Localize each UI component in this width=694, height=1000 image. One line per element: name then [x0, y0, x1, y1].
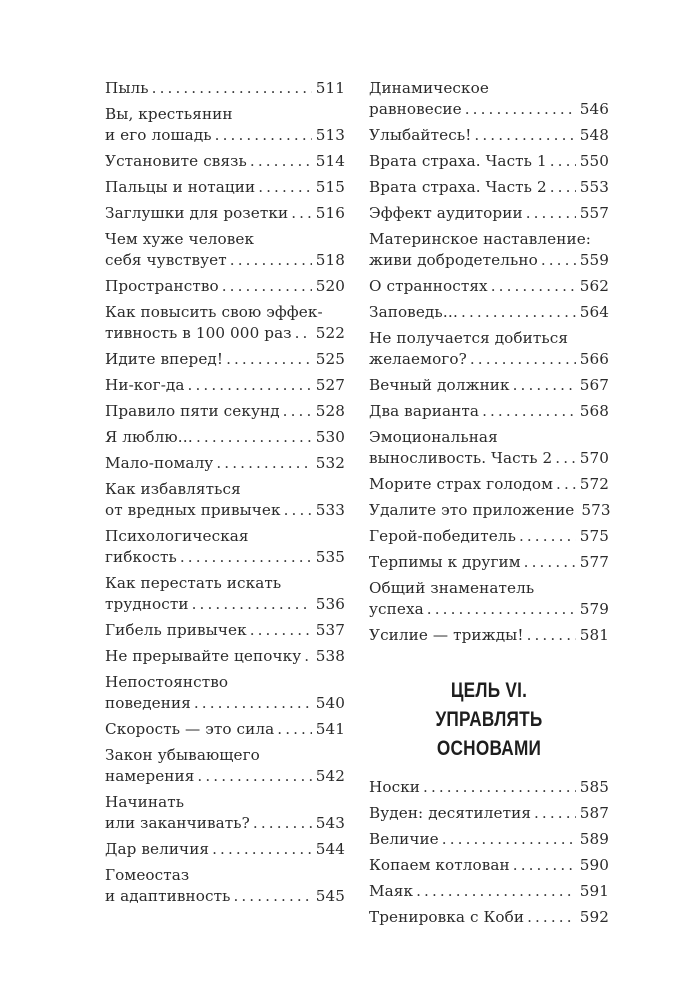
toc-entry-title: Два варианта: [369, 402, 480, 420]
dot-leader: [427, 599, 576, 620]
toc-entry-page-number: 537: [315, 621, 345, 639]
toc-entry-title-line: Непостоянство: [105, 673, 229, 691]
toc-entry[interactable]: [105, 229, 345, 271]
toc-entry-last-line: [369, 552, 609, 573]
toc-entry[interactable]: [105, 104, 345, 146]
toc-entry[interactable]: [105, 427, 345, 448]
toc-entry[interactable]: [105, 865, 345, 907]
toc-entry-last-line: [369, 401, 609, 422]
toc-entry-last-line: [369, 302, 609, 323]
dot-leader: [215, 125, 312, 146]
toc-entry-title: Ни-ког-да: [105, 376, 185, 394]
toc-entry-title: Усилие — трижды!: [369, 626, 524, 644]
dot-leader: [423, 777, 576, 798]
toc-entry[interactable]: [369, 401, 609, 422]
toc-entry-last-line: [369, 99, 609, 120]
toc-entry[interactable]: [369, 829, 609, 850]
toc-entry-last-line: [105, 453, 345, 474]
toc-entry-title: Не прерывайте цепочку: [105, 647, 302, 665]
dot-leader: [519, 526, 576, 547]
toc-entry-page-number: 587: [579, 804, 609, 822]
dot-leader: [555, 448, 575, 469]
toc-entry[interactable]: [369, 177, 609, 198]
toc-entry-last-line: [369, 250, 609, 271]
dot-leader: [188, 375, 312, 396]
dot-leader: [216, 453, 311, 474]
toc-entry-title: намерения: [105, 767, 195, 785]
toc-entry-page-number: 592: [579, 908, 609, 926]
toc-entry-page-number: 530: [315, 428, 345, 446]
dot-leader: [416, 881, 576, 902]
toc-entry[interactable]: [369, 881, 609, 902]
dot-leader: [527, 907, 576, 928]
toc-entry-title: Вечный должник: [369, 376, 510, 394]
dot-leader: [304, 646, 311, 667]
toc-entry[interactable]: [105, 792, 345, 834]
toc-right-column: [369, 78, 609, 933]
toc-entry-title: Улыбайтесь!: [369, 126, 472, 144]
toc-entry[interactable]: [105, 672, 345, 714]
toc-entry-last-line: [369, 151, 609, 172]
toc-entry-title: Гибель привычек: [105, 621, 247, 639]
toc-entry[interactable]: [105, 620, 345, 641]
toc-entry-page-number: 525: [315, 350, 345, 368]
toc-entry-title: Терпимы к другим: [369, 553, 521, 571]
toc-entry-page-number: 522: [315, 324, 345, 342]
toc-entry-title: Дар величия: [105, 840, 210, 858]
toc-entry[interactable]: [105, 302, 345, 344]
dot-leader: [513, 855, 576, 876]
toc-entry-last-line: [369, 803, 609, 824]
toc-entry-title: тивность в 100 000 раз: [105, 324, 292, 342]
toc-entry-title-line: Динамическое: [369, 79, 489, 97]
toc-entry[interactable]: [105, 151, 345, 172]
toc-entry-title: Мало-помалу: [105, 454, 214, 472]
dot-leader: [474, 125, 575, 146]
toc-entry[interactable]: [369, 500, 609, 521]
toc-entry-last-line: [369, 855, 609, 876]
toc-entry[interactable]: [369, 328, 609, 370]
toc-entry[interactable]: [105, 646, 345, 667]
toc-entry[interactable]: [105, 526, 345, 568]
toc-entry-page-number: 570: [579, 449, 609, 467]
toc-entry[interactable]: [369, 526, 609, 547]
toc-entry-page-number: 559: [579, 251, 609, 269]
toc-entry-title: живи добродетельно: [369, 251, 538, 269]
dot-leader: [465, 99, 576, 120]
toc-entry-last-line: [105, 719, 345, 740]
toc-entry-page-number: 528: [315, 402, 345, 420]
toc-entry-title: Тренировка с Коби: [369, 908, 525, 926]
dot-leader: [152, 78, 312, 99]
dot-leader: [222, 276, 312, 297]
dot-leader: [556, 474, 576, 495]
dot-leader: [526, 203, 576, 224]
toc-entry[interactable]: [369, 276, 609, 297]
dot-leader: [194, 693, 312, 714]
toc-entry[interactable]: [369, 125, 609, 146]
dot-leader: [541, 250, 576, 271]
toc-entry-last-line: [105, 693, 345, 714]
toc-entry-title: Заповедь…: [369, 303, 459, 321]
toc-entry-page-number: 553: [579, 178, 609, 196]
toc-entry-page-number: 572: [579, 475, 609, 493]
dot-leader: [291, 203, 312, 224]
dot-leader: [180, 547, 312, 568]
dot-leader: [534, 803, 576, 824]
toc-entry-last-line: [369, 349, 609, 370]
toc-entry-page-number: 590: [579, 856, 609, 874]
toc-entry-title-line: Как перестать искать: [105, 574, 282, 592]
dot-leader: [470, 349, 576, 370]
toc-entry-page-number: 515: [315, 178, 345, 196]
toc-entry-last-line: [369, 625, 609, 646]
toc-entry-title: и его лошадь: [105, 126, 212, 144]
dot-leader: [226, 349, 312, 370]
toc-entry[interactable]: [105, 839, 345, 860]
toc-entry-title: выносливость. Часть 2: [369, 449, 553, 467]
toc-entry-last-line: [369, 907, 609, 928]
toc-entry[interactable]: [105, 401, 345, 422]
toc-entry-page-number: 568: [579, 402, 609, 420]
dot-leader: [192, 594, 312, 615]
toc-entry-page-number: 589: [579, 830, 609, 848]
toc-entry-title: равновесие: [369, 100, 462, 118]
toc-entry-page-number: 577: [579, 553, 609, 571]
toc-entry[interactable]: [369, 203, 609, 224]
toc-entry[interactable]: [105, 745, 345, 787]
toc-entry[interactable]: [369, 855, 609, 876]
toc-entry[interactable]: [369, 777, 609, 798]
toc-entry-last-line: [105, 839, 345, 860]
toc-entry-title-line: Чем хуже человек: [105, 230, 255, 248]
toc-entry-last-line: [105, 813, 345, 834]
toc-entry-page-number: 585: [579, 778, 609, 796]
toc-entry-last-line: [369, 177, 609, 198]
toc-entry-last-line: [369, 125, 609, 146]
dot-leader: [212, 839, 312, 860]
toc-entry-page-number: 533: [315, 501, 345, 519]
toc-entry-title: Врата страха. Часть 1: [369, 152, 547, 170]
toc-entry-page-number: 516: [315, 204, 345, 222]
dot-leader: [550, 177, 576, 198]
toc-entry[interactable]: [105, 479, 345, 521]
toc-entry-title-line: Эмоциональная: [369, 428, 498, 446]
toc-entry-title: Величие: [369, 830, 439, 848]
toc-entry-title-line: Как избавляться: [105, 480, 241, 498]
toc-entry-last-line: [369, 829, 609, 850]
toc-entry-last-line: [369, 777, 609, 798]
toc-entry-title: от вредных привычек: [105, 501, 281, 519]
toc-entry-title: и адаптивность: [105, 887, 231, 905]
toc-entry-title-line: Общий знаменатель: [369, 579, 535, 597]
dot-leader: [250, 620, 312, 641]
dot-leader: [442, 829, 576, 850]
toc-entry-last-line: [369, 881, 609, 902]
toc-entry-page-number: 542: [315, 767, 345, 785]
dot-leader: [527, 625, 576, 646]
toc-entry-title: Удалите это приложение: [369, 501, 575, 519]
toc-entry-last-line: [105, 500, 345, 521]
toc-entry-last-line: [105, 78, 345, 99]
toc-entry-title: Я люблю…: [105, 428, 193, 446]
dot-leader: [258, 177, 312, 198]
toc-entry[interactable]: [105, 177, 345, 198]
toc-entry-last-line: [105, 177, 345, 198]
toc-entry-page-number: 527: [315, 376, 345, 394]
toc-entry-title-line: Закон убывающего: [105, 746, 260, 764]
toc-entry-page-number: 541: [315, 720, 345, 738]
toc-entry-last-line: [105, 886, 345, 907]
dot-leader: [283, 401, 312, 422]
toc-entry-page-number: 538: [315, 647, 345, 665]
dot-leader: [233, 886, 311, 907]
dot-leader: [491, 276, 576, 297]
toc-entry-page-number: 567: [579, 376, 609, 394]
toc-entry-last-line: [369, 599, 609, 620]
toc-entry-page-number: 543: [315, 814, 345, 832]
toc-entry-page-number: 540: [315, 694, 345, 712]
toc-entry[interactable]: [369, 302, 609, 323]
dot-leader: [250, 151, 312, 172]
toc-entry-title-line: Не получается добиться: [369, 329, 569, 347]
toc-entry-title-line: Материнское наставление:: [369, 230, 591, 248]
toc-entry-last-line: [105, 250, 345, 271]
section-heading-line1: ЦЕЛЬ VI.: [450, 679, 528, 702]
toc-entry-last-line: [369, 526, 609, 547]
toc-right-entries: [369, 78, 609, 646]
toc-entry-page-number: 546: [579, 100, 609, 118]
toc-entry-title: гибкость: [105, 548, 177, 566]
toc-entry-title: Носки: [369, 778, 421, 796]
toc-entry[interactable]: [105, 453, 345, 474]
toc-entry-page-number: 535: [315, 548, 345, 566]
toc-entry-last-line: [105, 375, 345, 396]
dot-leader: [277, 719, 311, 740]
toc-entry-page-number: 536: [315, 595, 345, 613]
dot-leader: [513, 375, 576, 396]
toc-entry-page-number: 591: [579, 882, 609, 900]
toc-entry-page-number: 562: [579, 277, 609, 295]
toc-entry-page-number: 513: [315, 126, 345, 144]
toc-entry-last-line: [105, 401, 345, 422]
toc-entry[interactable]: [369, 578, 609, 620]
toc-entry-title: Установите связь: [105, 152, 247, 170]
dot-leader: [253, 813, 312, 834]
toc-entry-last-line: [105, 203, 345, 224]
section-heading-line2: УПРАВЛЯТЬ ОСНОВАМИ: [435, 708, 543, 760]
dot-leader: [284, 500, 312, 521]
toc-entry-page-number: 573: [581, 501, 611, 519]
toc-entry-page-number: 520: [315, 277, 345, 295]
toc-entry-page-number: 557: [579, 204, 609, 222]
toc-entry-title: Заглушки для розетки: [105, 204, 289, 222]
toc-entry-page-number: 532: [315, 454, 345, 472]
toc-entry-last-line: [105, 125, 345, 146]
toc-entry-last-line: [105, 620, 345, 641]
toc-entry-title-line: Вы, крестьянин: [105, 105, 233, 123]
toc-entry-page-number: 518: [315, 251, 345, 269]
toc-entry[interactable]: [105, 719, 345, 740]
toc-entry[interactable]: [105, 78, 345, 99]
toc-entry-title: Пальцы и нотации: [105, 178, 256, 196]
toc-entry-last-line: [369, 500, 609, 521]
toc-entry[interactable]: [369, 803, 609, 824]
toc-entry-title: Правило пяти секунд: [105, 402, 280, 420]
dot-leader: [197, 766, 311, 787]
toc-entry[interactable]: [369, 552, 609, 573]
toc-entry[interactable]: [105, 349, 345, 370]
toc-entry-last-line: [105, 594, 345, 615]
dot-leader: [461, 302, 576, 323]
toc-entry-title: или заканчивать?: [105, 814, 250, 832]
toc-entry-page-number: 575: [579, 527, 609, 545]
toc-entry-page-number: 544: [315, 840, 345, 858]
toc-entry[interactable]: [369, 625, 609, 646]
toc-entry[interactable]: [369, 229, 609, 271]
toc-entry-page-number: 550: [579, 152, 609, 170]
toc-entry-title: Пространство: [105, 277, 219, 295]
toc-entry-last-line: [105, 646, 345, 667]
toc-entry-title-line: Начинать: [105, 793, 185, 811]
dot-leader: [295, 323, 312, 344]
toc-entry-last-line: [105, 276, 345, 297]
toc-entry-title: себя чувствует: [105, 251, 227, 269]
toc-entry-page-number: 548: [579, 126, 609, 144]
toc-entry-title: Вуден: десятилетия: [369, 804, 531, 822]
toc-entry-page-number: 511: [315, 79, 345, 97]
toc-entry-title: желаемого?: [369, 350, 467, 368]
toc-entry[interactable]: [105, 375, 345, 396]
toc-entry-last-line: [369, 448, 609, 469]
toc-entry-title: Герой-победитель: [369, 527, 516, 545]
toc-entry-page-number: 579: [579, 600, 609, 618]
toc-entry-title: Эффект аудитории: [369, 204, 523, 222]
toc-entry[interactable]: [369, 151, 609, 172]
toc-entry-title: О странностях: [369, 277, 488, 295]
toc-entry-title: Скорость — это сила: [105, 720, 275, 738]
toc-entry-last-line: [105, 427, 345, 448]
toc-entry-page-number: 564: [579, 303, 609, 321]
toc-entry-title: Идите вперед!: [105, 350, 224, 368]
toc-entry-last-line: [369, 474, 609, 495]
dot-leader: [550, 151, 576, 172]
toc-entry-title-line: Гомеостаз: [105, 866, 190, 884]
toc-entry[interactable]: [105, 573, 345, 615]
toc-entry[interactable]: [369, 375, 609, 396]
toc-entry-last-line: [105, 323, 345, 344]
toc-entry-last-line: [105, 547, 345, 568]
toc-entry-page-number: 566: [579, 350, 609, 368]
toc-entry[interactable]: [369, 474, 609, 495]
toc-entry-title: поведения: [105, 694, 191, 712]
toc-entry-last-line: [369, 203, 609, 224]
section-heading: [391, 676, 588, 763]
toc-entry-last-line: [105, 349, 345, 370]
toc-entry-last-line: [105, 766, 345, 787]
dot-leader: [482, 401, 576, 422]
toc-entry[interactable]: [369, 427, 609, 469]
dot-leader: [230, 250, 312, 271]
toc-entry-page-number: 514: [315, 152, 345, 170]
toc-section-entries: [369, 777, 609, 928]
toc-entry-page-number: 581: [579, 626, 609, 644]
toc-left-column: [105, 78, 345, 912]
toc-entry-last-line: [369, 276, 609, 297]
toc-entry[interactable]: [369, 78, 609, 120]
dot-leader: [196, 427, 312, 448]
toc-entry-title-line: Как повысить свою эффек-: [105, 303, 323, 321]
toc-entry[interactable]: [105, 203, 345, 224]
toc-entry-title-line: Психологическая: [105, 527, 249, 545]
toc-entry-title: Врата страха. Часть 2: [369, 178, 547, 196]
dot-leader: [524, 552, 576, 573]
toc-entry-title: Морите страх голодом: [369, 475, 554, 493]
toc-entry-page-number: 545: [315, 887, 345, 905]
toc-entry-title: Копаем котлован: [369, 856, 510, 874]
toc-entry-last-line: [105, 151, 345, 172]
toc-entry-title: Пыль: [105, 79, 149, 97]
toc-entry-last-line: [369, 375, 609, 396]
toc-entry-title: трудности: [105, 595, 189, 613]
toc-entry[interactable]: [369, 907, 609, 928]
toc-entry-title: успеха: [369, 600, 424, 618]
toc-entry[interactable]: [105, 276, 345, 297]
toc-entry-title: Маяк: [369, 882, 414, 900]
